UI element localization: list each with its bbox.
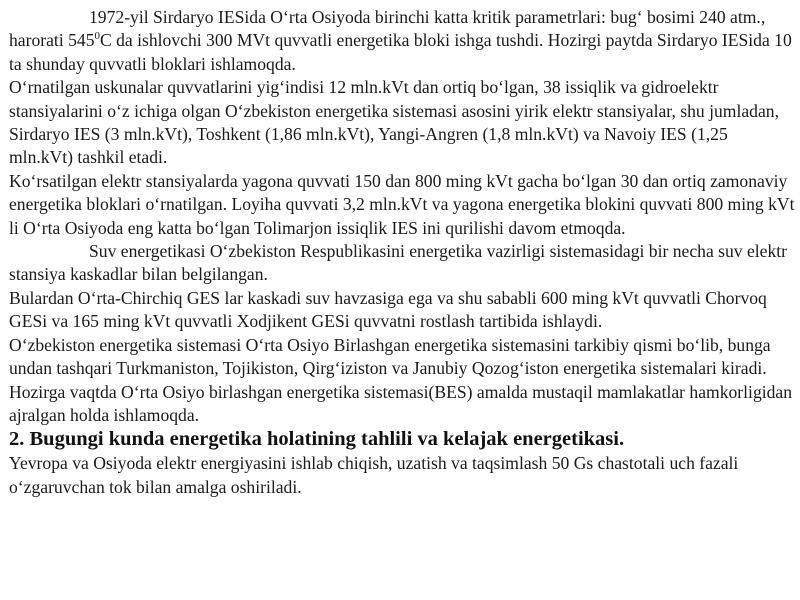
paragraph-installed-capacity: O‘rnatilgan uskunalar quvvatlarini yig‘indisi 12 mln.kVt dan ortiq bo‘lgan, 38 issiqlik va gidroelektr stansiyalarini o‘z ichiga olgan O‘zbekiston energetika sistemasi asosini yirik elektr stansiyalar, shu jumladan, Sirdaryo IES (3 mln.kVt), Toshkent (1,86 mln.kVt), Yangi-Angren (1,8 mln.kVt) va Navoiy IES (1,25 mln.kVt) tashkil etadi. (9, 77, 779, 168)
document-body (9, 6, 795, 499)
paragraph-unified-system: O‘zbekiston energetika sistemasi O‘rta Osiyo Birlashgan energetika sistemasini tarkibiy qismi bo‘lib, bunga undan tashqari Turkmaniston, Tojikiston, Qirg‘iziston va Janubiy Qozog‘iston energetika sistemalari kiradi. Hozirga vaqtda O‘rta Osiyo birlashgan energetika sistemasi(BES) amalda mustaqil mamlakatlar hamkorligidan ajralgan holda ishlamoqda. (9, 334, 793, 425)
paragraph-frequency: Yevropa va Osiyoda elektr energiyasini ishlab chiqish, uzatish va taqsimlash 50 Gs chastotali uch fazali o‘zgaruvchan tok bilan amalga oshiriladi. (9, 453, 739, 497)
paragraph-hydro-energy: Suv energetikasi O‘zbekiston Respublikasini energetika vazirligi sistemasidagi bir necha suv elektr stansiya kaskadlar bilan belgilangan. (9, 241, 788, 285)
section-heading: 2. Bugungi kunda energetika holatining tahlili va kelajak energetikasi. (9, 428, 625, 451)
paragraph-text: 1972-yil Sirdaryo IESida O‘rta Osiyoda birinchi katta kritik parametrlari: bug‘ bosimi 240 atm., harorati 545 (9, 7, 766, 51)
paragraph-text: C da ishlovchi 300 MVt quvvatli energetika bloki ishga tushdi. Hozirgi paytda Sirdaryo IESida 10 ta shunday quvvatli bloklari ishlamoqda. (9, 30, 792, 74)
paragraph-energy-blocks: Ko‘rsatilgan elektr stansiyalarda yagona quvvati 150 dan 800 ming kVt gacha bo‘lgan 30 dan ortiq zamonaviy energetika bloklari o‘rnatilgan. Loyiha quvvati 3,2 mln.kVt va yagona energetika blokini quvvati 800 ming kVt li O‘rta Osiyoda eng katta bo‘lgan Tolimarjon issiqlik IES ini qurilishi davom etmoqda. (9, 170, 795, 238)
paragraph-sirdaryo-block (9, 6, 795, 76)
paragraph-chirchiq-cascade: Bulardan O‘rta-Chirchiq GES lar kaskadi suv havzasiga ega va shu sababli 600 ming kVt quvvatli Chorvoq GESi va 165 ming kVt quvvatli Xodjikent GESi quvvatni rostlash tartibida ishlaydi. (9, 287, 767, 332)
superscript-degree: 0 (94, 30, 100, 43)
